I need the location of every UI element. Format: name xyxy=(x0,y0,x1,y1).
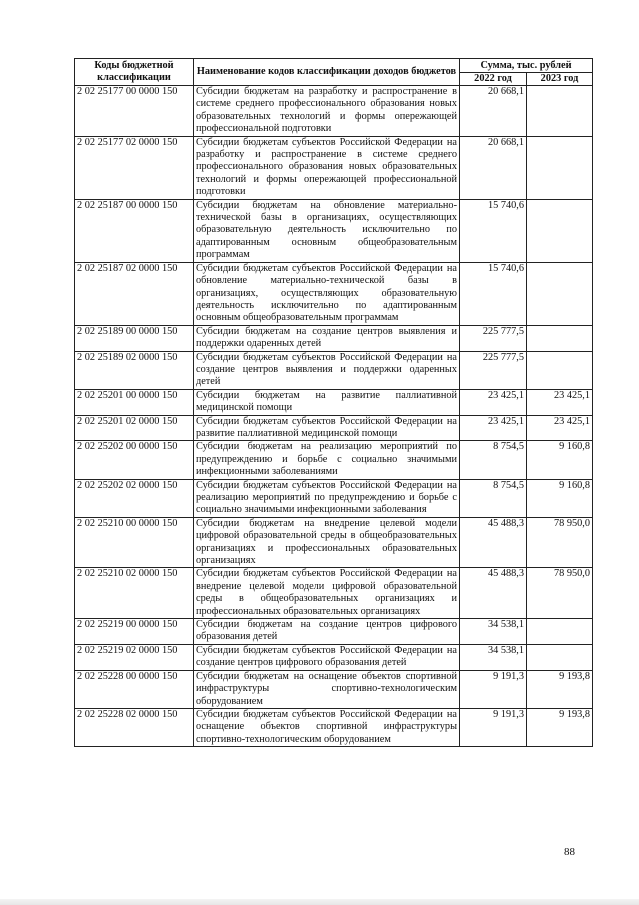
cell-2022: 225 777,5 xyxy=(460,351,527,389)
cell-2022: 45 488,3 xyxy=(460,568,527,619)
cell-name: Субсидии бюджетам на развитие паллиативной медицинской помощи xyxy=(194,389,460,415)
cell-code: 2 02 25187 02 0000 150 xyxy=(75,262,194,325)
cell-code: 2 02 25219 00 0000 150 xyxy=(75,619,194,645)
cell-2023 xyxy=(527,262,593,325)
cell-code: 2 02 25189 00 0000 150 xyxy=(75,325,194,351)
table-row xyxy=(75,262,593,325)
table-row xyxy=(75,441,593,479)
cell-name: Субсидии бюджетам субъектов Российской Федерации на разработку и распространение в системе среднего профессионального образования новых образовательных технологий и формы опережающей профессиональной подготовки xyxy=(194,136,460,199)
cell-name: Субсидии бюджетам субъектов Российской Федерации на реализацию мероприятий по предупреждению и борьбе с социально значимыми инфекционными заболевания xyxy=(194,479,460,517)
cell-name: Субсидии бюджетам на создание центров цифрового образования детей xyxy=(194,619,460,645)
cell-2022: 225 777,5 xyxy=(460,325,527,351)
table-row xyxy=(75,325,593,351)
cell-name: Субсидии бюджетам на реализацию мероприятий по предупреждению и борьбе с социально значимыми инфекционными заболеваниями xyxy=(194,441,460,479)
cell-2022: 20 668,1 xyxy=(460,136,527,199)
cell-2023: 9 193,8 xyxy=(527,670,593,708)
cell-2023: 9 160,8 xyxy=(527,479,593,517)
scan-edge xyxy=(0,899,639,905)
cell-code: 2 02 25228 00 0000 150 xyxy=(75,670,194,708)
table-row xyxy=(75,619,593,645)
cell-name: Субсидии бюджетам на обновление материально-технической базы в организациях, осуществляющих образовательную деятельность исключительно по адаптированным основным общеобразовательным программам xyxy=(194,199,460,262)
cell-name: Субсидии бюджетам субъектов Российской Федерации на создание центров цифрового образования детей xyxy=(194,644,460,670)
table-row xyxy=(75,568,593,619)
cell-2023 xyxy=(527,199,593,262)
cell-2022: 20 668,1 xyxy=(460,86,527,137)
cell-2023: 78 950,0 xyxy=(527,568,593,619)
cell-2022: 23 425,1 xyxy=(460,415,527,441)
cell-code: 2 02 25219 02 0000 150 xyxy=(75,644,194,670)
cell-2023 xyxy=(527,351,593,389)
table-row xyxy=(75,136,593,199)
cell-2022: 15 740,6 xyxy=(460,262,527,325)
cell-name: Субсидии бюджетам субъектов Российской Федерации на оснащение объектов спортивной инфраструктуры спортивно-технологическим оборудованием xyxy=(194,708,460,746)
budget-classification-table xyxy=(74,58,593,747)
cell-name: Субсидии бюджетам на внедрение целевой модели цифровой образовательной среды в общеобразовательных организациях и профессиональных образовательных организациях xyxy=(194,517,460,568)
cell-code: 2 02 25210 02 0000 150 xyxy=(75,568,194,619)
table-row xyxy=(75,415,593,441)
cell-2022: 34 538,1 xyxy=(460,644,527,670)
cell-2022: 9 191,3 xyxy=(460,670,527,708)
cell-code: 2 02 25201 00 0000 150 xyxy=(75,389,194,415)
cell-name: Субсидии бюджетам на создание центров выявления и поддержки одаренных детей xyxy=(194,325,460,351)
cell-2023 xyxy=(527,136,593,199)
cell-name: Субсидии бюджетам субъектов Российской Федерации на создание центров выявления и поддержки одаренных детей xyxy=(194,351,460,389)
cell-name: Субсидии бюджетам на оснащение объектов спортивной инфраструктуры спортивно-технологическим оборудованием xyxy=(194,670,460,708)
cell-2022: 34 538,1 xyxy=(460,619,527,645)
table-row xyxy=(75,644,593,670)
cell-2023: 9 193,8 xyxy=(527,708,593,746)
table-row xyxy=(75,708,593,746)
cell-code: 2 02 25177 02 0000 150 xyxy=(75,136,194,199)
cell-code: 2 02 25189 02 0000 150 xyxy=(75,351,194,389)
cell-name: Субсидии бюджетам субъектов Российской Федерации на развитие паллиативной медицинской помощи xyxy=(194,415,460,441)
page-number: 88 xyxy=(564,846,575,858)
header-year-2023: 2023 год xyxy=(527,73,593,86)
header-code: Коды бюджетной классификации xyxy=(75,59,194,86)
table-row xyxy=(75,199,593,262)
table-row xyxy=(75,670,593,708)
cell-2023: 9 160,8 xyxy=(527,441,593,479)
table-row xyxy=(75,86,593,137)
table-row xyxy=(75,517,593,568)
cell-2023 xyxy=(527,325,593,351)
table-row xyxy=(75,351,593,389)
cell-2022: 8 754,5 xyxy=(460,441,527,479)
cell-code: 2 02 25187 00 0000 150 xyxy=(75,199,194,262)
cell-2023 xyxy=(527,619,593,645)
cell-2023: 23 425,1 xyxy=(527,415,593,441)
cell-code: 2 02 25177 00 0000 150 xyxy=(75,86,194,137)
cell-2022: 15 740,6 xyxy=(460,199,527,262)
cell-code: 2 02 25202 00 0000 150 xyxy=(75,441,194,479)
header-amount: Сумма, тыс. рублей xyxy=(460,59,593,73)
cell-name: Субсидии бюджетам субъектов Российской Федерации на внедрение целевой модели цифровой образовательной среды в общеобразовательных организациях и профессиональных образовательных организациях xyxy=(194,568,460,619)
header-year-2022: 2022 год xyxy=(460,73,527,86)
cell-2022: 23 425,1 xyxy=(460,389,527,415)
cell-2023: 78 950,0 xyxy=(527,517,593,568)
cell-2022: 8 754,5 xyxy=(460,479,527,517)
cell-name: Субсидии бюджетам субъектов Российской Федерации на обновление материально-технической базы в организациях, осуществляющих образовательную деятельность исключительно по адаптированным основным общеобразовательным программам xyxy=(194,262,460,325)
cell-2023: 23 425,1 xyxy=(527,389,593,415)
cell-code: 2 02 25228 02 0000 150 xyxy=(75,708,194,746)
table-row xyxy=(75,479,593,517)
table-row xyxy=(75,389,593,415)
cell-code: 2 02 25202 02 0000 150 xyxy=(75,479,194,517)
cell-2022: 9 191,3 xyxy=(460,708,527,746)
cell-2022: 45 488,3 xyxy=(460,517,527,568)
cell-code: 2 02 25201 02 0000 150 xyxy=(75,415,194,441)
cell-2023 xyxy=(527,86,593,137)
cell-2023 xyxy=(527,644,593,670)
cell-name: Субсидии бюджетам на разработку и распространение в системе среднего профессионального образования новых образовательных технологий и формы опережающей профессиональной подготовки xyxy=(194,86,460,137)
cell-code: 2 02 25210 00 0000 150 xyxy=(75,517,194,568)
header-name: Наименование кодов классификации доходов бюджетов xyxy=(194,59,460,86)
